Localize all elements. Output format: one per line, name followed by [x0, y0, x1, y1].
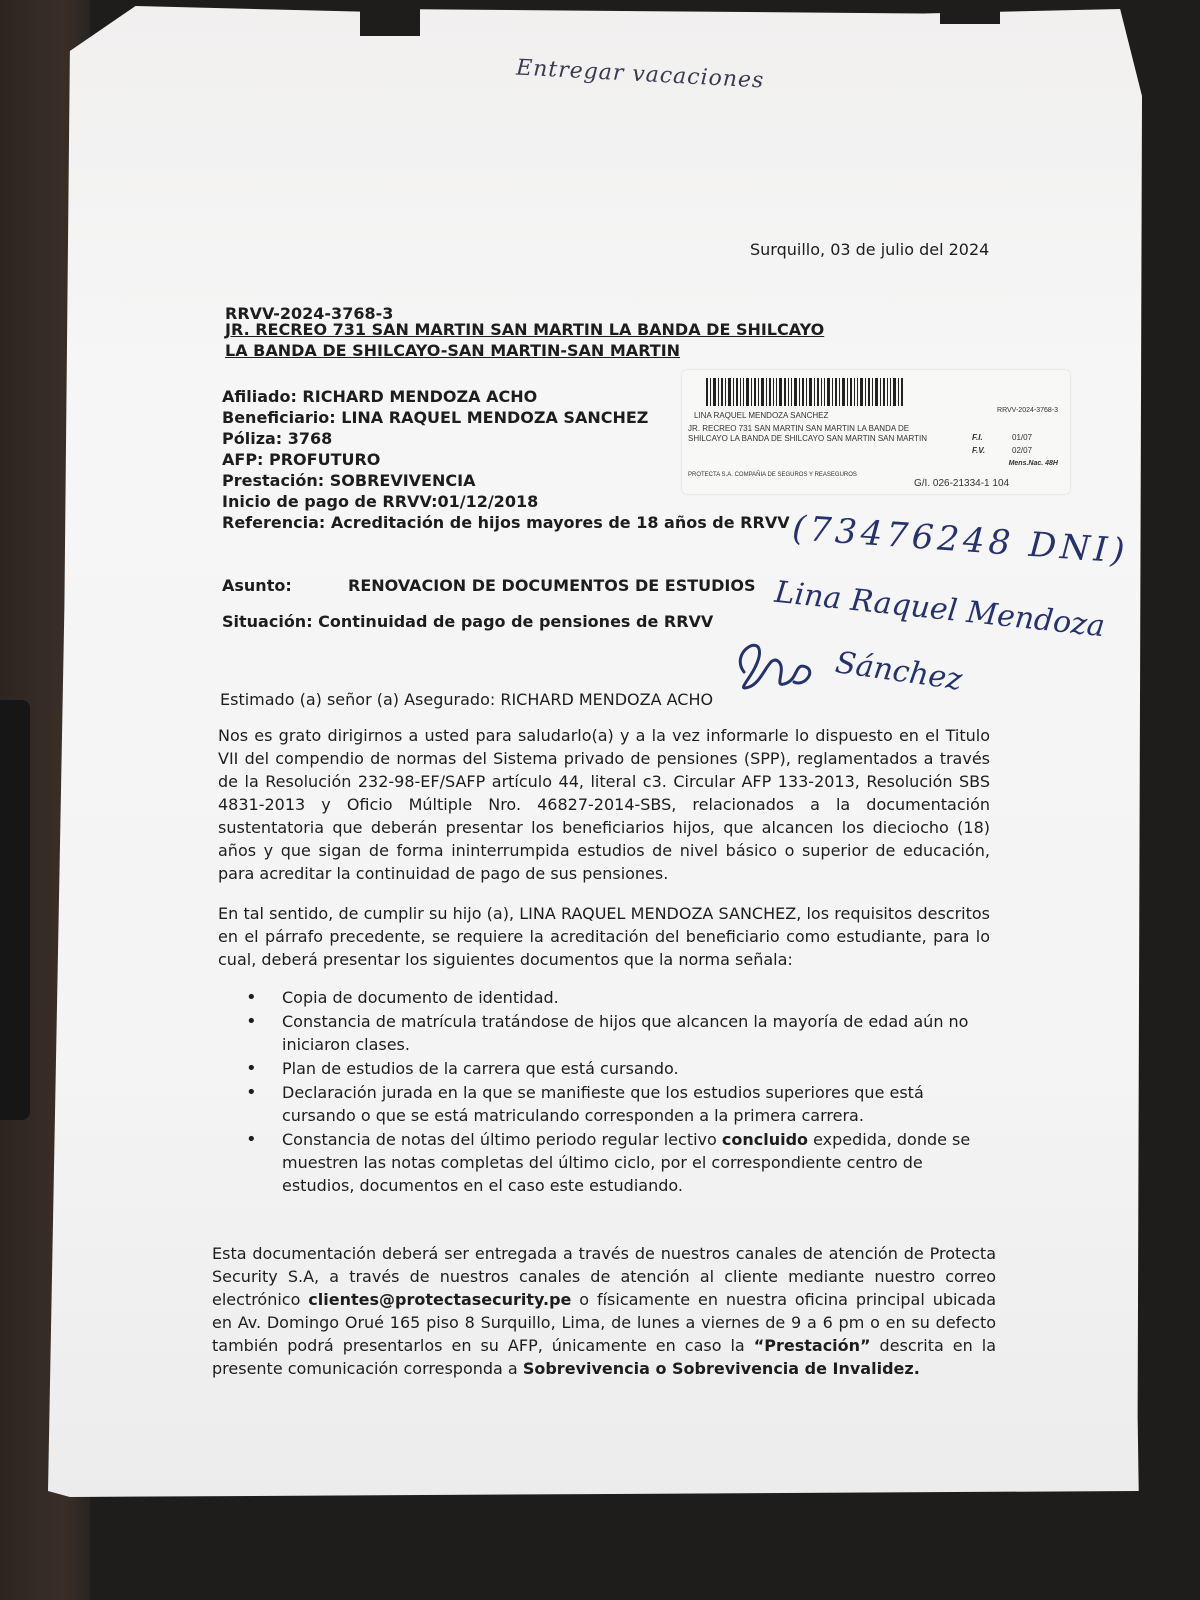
address-line-2: LA BANDA DE SHILCAYO-SAN MARTIN-SAN MARTIN [225, 341, 681, 360]
label-fi-label: F.I. [972, 433, 983, 442]
reference-code: RRVV-2024-3768-3 [225, 304, 394, 323]
field-afp: AFP: PROFUTURO [222, 450, 381, 469]
label-gi: G/I. 026-21334-1 104 [914, 478, 1010, 489]
handwritten-surname: Sánchez [833, 645, 965, 698]
p3-prestacion: “Prestación” [753, 1336, 871, 1355]
barcode-icon [706, 378, 906, 406]
req5-text-a: Constancia de notas del último periodo regular lectivo [282, 1130, 722, 1149]
list-item: • Copia de documento de identidad. [246, 986, 994, 1009]
greeting: Estimado (a) señor (a) Asegurado: RICHARD MENDOZA ACHO [220, 690, 714, 709]
label-address: JR. RECREO 731 SAN MARTIN SAN MARTIN LA BANDA DE SHILCAYO LA BANDA DE SHILCAYO SAN MARTIN SAN MARTIN [688, 424, 928, 443]
paragraph-3 [212, 1242, 996, 1380]
label-fv-label: F.V. [972, 446, 986, 455]
field-referencia: Referencia: Acreditación de hijos mayores de 18 años de RRVV [222, 513, 790, 532]
list-item: • Plan de estudios de la carrera que está cursando. [246, 1057, 994, 1080]
list-item: • Constancia de matrícula tratándose de hijos que alcancen la mayoría de edad aún no iniciaron clases. [246, 1010, 994, 1056]
handwritten-name: Lina Raquel Mendoza [773, 574, 1107, 645]
label-dates [972, 431, 1052, 457]
address-line-1: JR. RECREO 731 SAN MARTIN SAN MARTIN LA BANDA DE SHILCAYO [225, 320, 825, 339]
paragraph-2: En tal sentido, de cumplir su hijo (a), LINA RAQUEL MENDOZA SANCHEZ, los requisitos descritos en el párrafo precedente, se requiere la acreditación del beneficiario como estudiante, para lo cual, deberá presentar los siguientes documentos que la norma señala: [218, 904, 990, 969]
list-item [246, 1128, 994, 1197]
signature-icon [724, 632, 824, 702]
label-name: LINA RAQUEL MENDOZA SANCHEZ [694, 411, 829, 420]
field-afiliado: Afiliado: RICHARD MENDOZA ACHO [222, 387, 538, 406]
p3-part-2: o físicamente en nuestra oficina principal ubicada en Av. Domingo Orué 165 piso 8 Surquillo, Lima, de lunes a viernes de 9 a 6 pm o en su defecto también podrá presentarlos en su AFP, únicamente en caso la [212, 1290, 996, 1355]
p3-part-1: Esta documentación deberá ser entregada a través de nuestros canales de atención de Protecta Security S.A, a través de nuestros canales de atención al cliente mediante nuestro correo electrónico [212, 1244, 996, 1309]
p3-bold-end: Sobrevivencia o Sobrevivencia de Invalidez. [522, 1359, 920, 1378]
label-fi-value: 01/07 [1012, 433, 1033, 442]
requirements-list [246, 986, 994, 1198]
field-poliza: Póliza: 3768 [222, 429, 333, 448]
field-beneficiario: Beneficiario: LINA RAQUEL MENDOZA SANCHEZ [222, 408, 649, 427]
label-code: RRVV-2024-3768-3 [997, 407, 1058, 414]
list-item: • Declaración jurada en la que se manifieste que los estudios superiores que está cursando o que se está matriculando corresponden a la primera carrera. [246, 1081, 994, 1127]
label-fv-value: 02/07 [1012, 446, 1033, 455]
label-mens: Mens.Nac. 48H [1008, 460, 1058, 467]
contact-email[interactable]: clientes@protectasecurity.pe [308, 1290, 572, 1309]
situacion: Situación: Continuidad de pago de pensiones de RRVV [222, 612, 714, 631]
field-inicio-pago: Inicio de pago de RRVV:01/12/2018 [222, 492, 539, 511]
p3-part-3: descrita en la presente comunicación corresponda a [212, 1336, 997, 1378]
req5-text-b: expedida, donde se muestren las notas completas del último ciclo, por el correspondiente centro de estudios, documentos en el caso este estudiando. [282, 1130, 971, 1195]
letter-date: Surquillo, 03 de julio del 2024 [750, 240, 990, 259]
paragraph-1: Nos es grato dirigirnos a usted para saludarlo(a) y a la vez informarle lo dispuesto en el Titulo VII del compendio de normas del Sistema privado de pensiones (SPP), reglamentados a través de la Resolución 232-98-EF/SAFP artículo 44, literal c3. Circular AFP 133-2013, Resolución SBS 4831-2013 y Oficio Múltiple Nro. 46827-2014-SBS, relacionados a la documentación sustentatoria que deberán presentar los beneficiarios hijos, que alcancen los dieciocho (18) años y que sigan de forma ininterrumpida estudios de nivel básico o superior de educación, para acreditar la continuidad de pago de sus pensiones. [218, 726, 990, 883]
asunto-label: Asunto: [222, 576, 292, 595]
mailing-label [682, 370, 1070, 494]
field-prestacion: Prestación: SOBREVIVENCIA [222, 471, 476, 490]
handwritten-top-note: Entregar vacaciones [515, 55, 765, 94]
handwritten-dni: (73476248 DNI) [791, 508, 1130, 572]
label-company: PROTECTA S.A. COMPAÑIA DE SEGUROS Y REASEGUROS [688, 472, 857, 478]
req5-bold: concluido [721, 1130, 809, 1149]
asunto-value: RENOVACION DE DOCUMENTOS DE ESTUDIOS [348, 576, 756, 595]
